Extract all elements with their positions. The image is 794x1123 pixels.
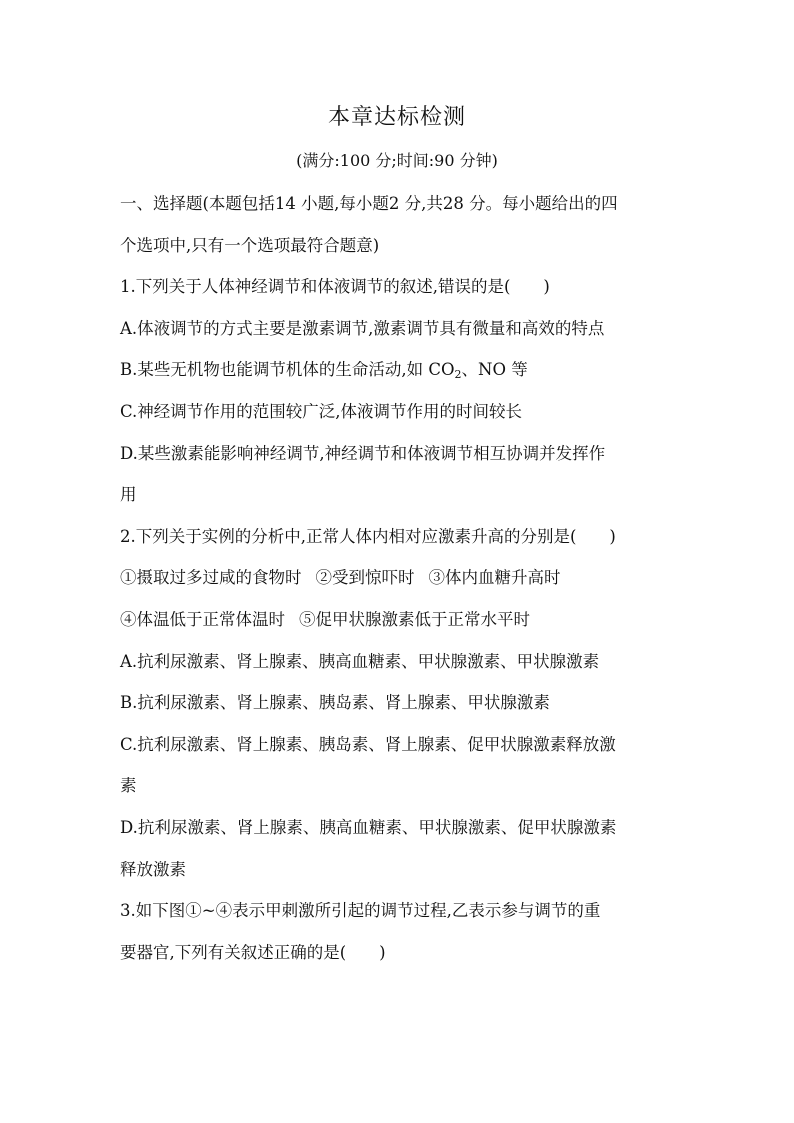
option-b-text-end: 、NO 等 [461,360,528,380]
page-title: 本章达标检测 [327,105,466,130]
item-2: ②受到惊吓时 [315,568,415,588]
section-heading-line-1: 一、选择题(本题包括14 小题,每小题2 分,共28 分。每小题给出的四 [120,194,618,213]
question-2-option-c-line-2: 素 [120,776,137,796]
item-1: ①摄取过多过咸的食物时 [120,568,302,588]
option-b-text: B.某些无机物也能调节机体的生命活动,如 CO [120,360,455,380]
question-2-option-d-line-1: D.抗利尿激素、肾上腺素、胰高血糖素、甲状腺激素、促甲状腺激素 [120,817,617,837]
question-3-stem-line-1: 3.如下图①~④表示甲刺激所引起的调节过程,乙表示参与调节的重 [120,901,601,921]
question-2-option-b: B.抗利尿激素、肾上腺素、胰岛素、肾上腺素、甲状腺激素 [120,693,550,713]
co2-subscript: 2 [454,368,462,382]
question-1-stem: 1.下列关于人体神经调节和体液调节的叙述,错误的是( ) [120,277,550,297]
question-1-option-a: A.体液调节的方式主要是激素调节,激素调节具有微量和高效的特点 [120,318,605,338]
question-2-items-row-2 [120,599,680,641]
item-3: ③体内血糖升高时 [428,568,561,588]
question-body [120,183,680,973]
section-heading-line-2: 个选项中,只有一个选项最符合题意) [120,235,380,255]
question-2-stem: 2.下列关于实例的分析中,正常人体内相对应激素升高的分别是( ) [120,526,616,546]
page-subtitle: (满分:100 分;时间:90 分钟) [296,151,498,170]
question-1-option-d-line-2: 用 [120,485,137,505]
question-2-option-d-line-2: 释放激素 [120,859,186,879]
question-1-option-b [120,349,680,391]
question-2-option-a: A.抗利尿激素、肾上腺素、胰高血糖素、甲状腺激素、甲状腺激素 [120,651,600,671]
item-5: ⑤促甲状腺激素低于正常水平时 [299,609,530,629]
question-1-option-c: C.神经调节作用的范围较广泛,体液调节作用的时间较长 [120,401,523,421]
item-4: ④体温低于正常体温时 [120,609,285,629]
question-2-items-row-1 [120,557,680,599]
question-1-option-d-line-1: D.某些激素能影响神经调节,神经调节和体液调节相互协调并发挥作 [120,443,606,463]
question-3-stem-line-2: 要器官,下列有关叙述正确的是( ) [120,942,386,962]
question-2-option-c-line-1: C.抗利尿激素、肾上腺素、胰岛素、肾上腺素、促甲状腺激素释放激 [120,734,616,754]
